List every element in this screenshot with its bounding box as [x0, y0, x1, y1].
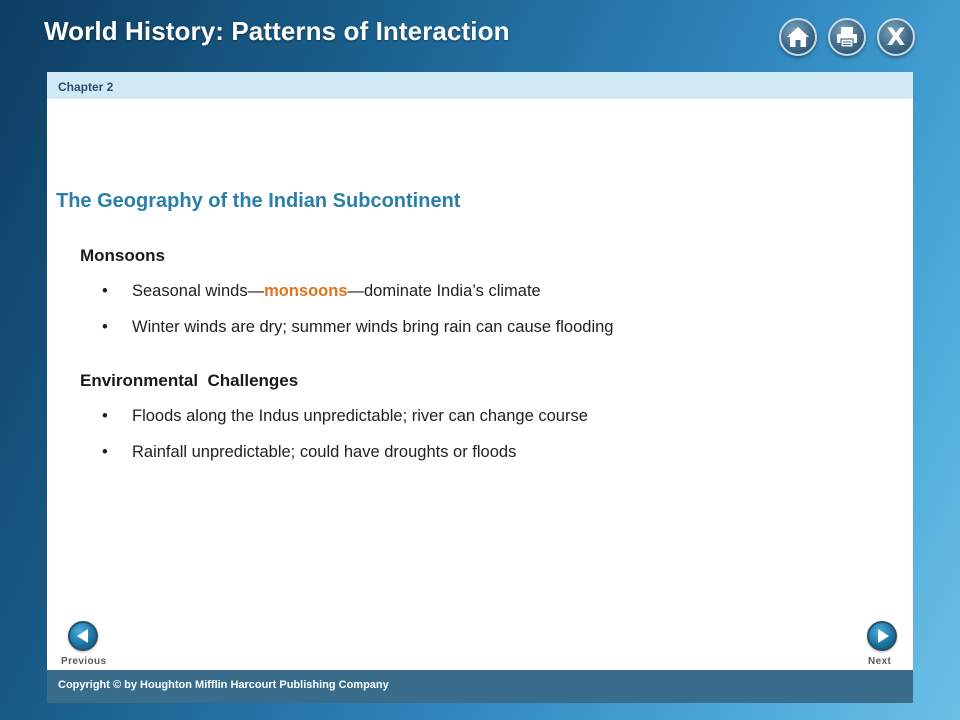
next-button[interactable] — [867, 621, 897, 651]
subheading-monsoons: Monsoons — [80, 246, 165, 265]
bullet-item — [102, 282, 541, 301]
bullet-text: Winter winds are dry; summer winds bring rain can cause flooding — [132, 318, 614, 336]
bullet-dot: • — [102, 443, 108, 461]
bullet-item — [102, 443, 516, 462]
previous-button[interactable] — [68, 621, 98, 651]
arrow-left-icon — [77, 629, 88, 643]
print-button[interactable] — [828, 18, 866, 56]
next-label: Next — [868, 656, 892, 667]
highlight-term: monsoons — [264, 282, 348, 300]
arrow-right-icon — [878, 629, 889, 643]
bullet-item — [102, 318, 613, 337]
printer-icon — [835, 26, 859, 48]
close-button[interactable] — [877, 18, 915, 56]
app-title: World History: Patterns of Interaction — [44, 16, 510, 46]
previous-label: Previous — [61, 656, 107, 667]
copyright-text: Copyright © by Houghton Mifflin Harcourt Publishing Company — [58, 679, 389, 691]
bullet-text: Rainfall unpredictable; could have droughts or floods — [132, 443, 517, 461]
bullet-text-post: —dominate India’s climate — [347, 282, 541, 300]
bullet-dot: • — [102, 407, 108, 425]
content-panel — [47, 72, 913, 670]
close-icon: X — [886, 23, 906, 51]
bullet-dot: • — [102, 282, 108, 300]
bullet-dot: • — [102, 318, 108, 336]
home-icon — [786, 26, 810, 48]
bullet-text-pre: Seasonal winds— — [132, 282, 265, 300]
slide-title: The Geography of the Indian Subcontinent — [56, 190, 461, 212]
chapter-bar — [47, 72, 913, 99]
bullet-item — [102, 407, 588, 426]
subheading-environmental-challenges: Environmental Challenges — [80, 371, 299, 390]
chapter-label: Chapter 2 — [58, 80, 114, 94]
bullet-text: Floods along the Indus unpredictable; river can change course — [132, 407, 588, 425]
home-button[interactable] — [779, 18, 817, 56]
footer-bar — [47, 670, 913, 703]
